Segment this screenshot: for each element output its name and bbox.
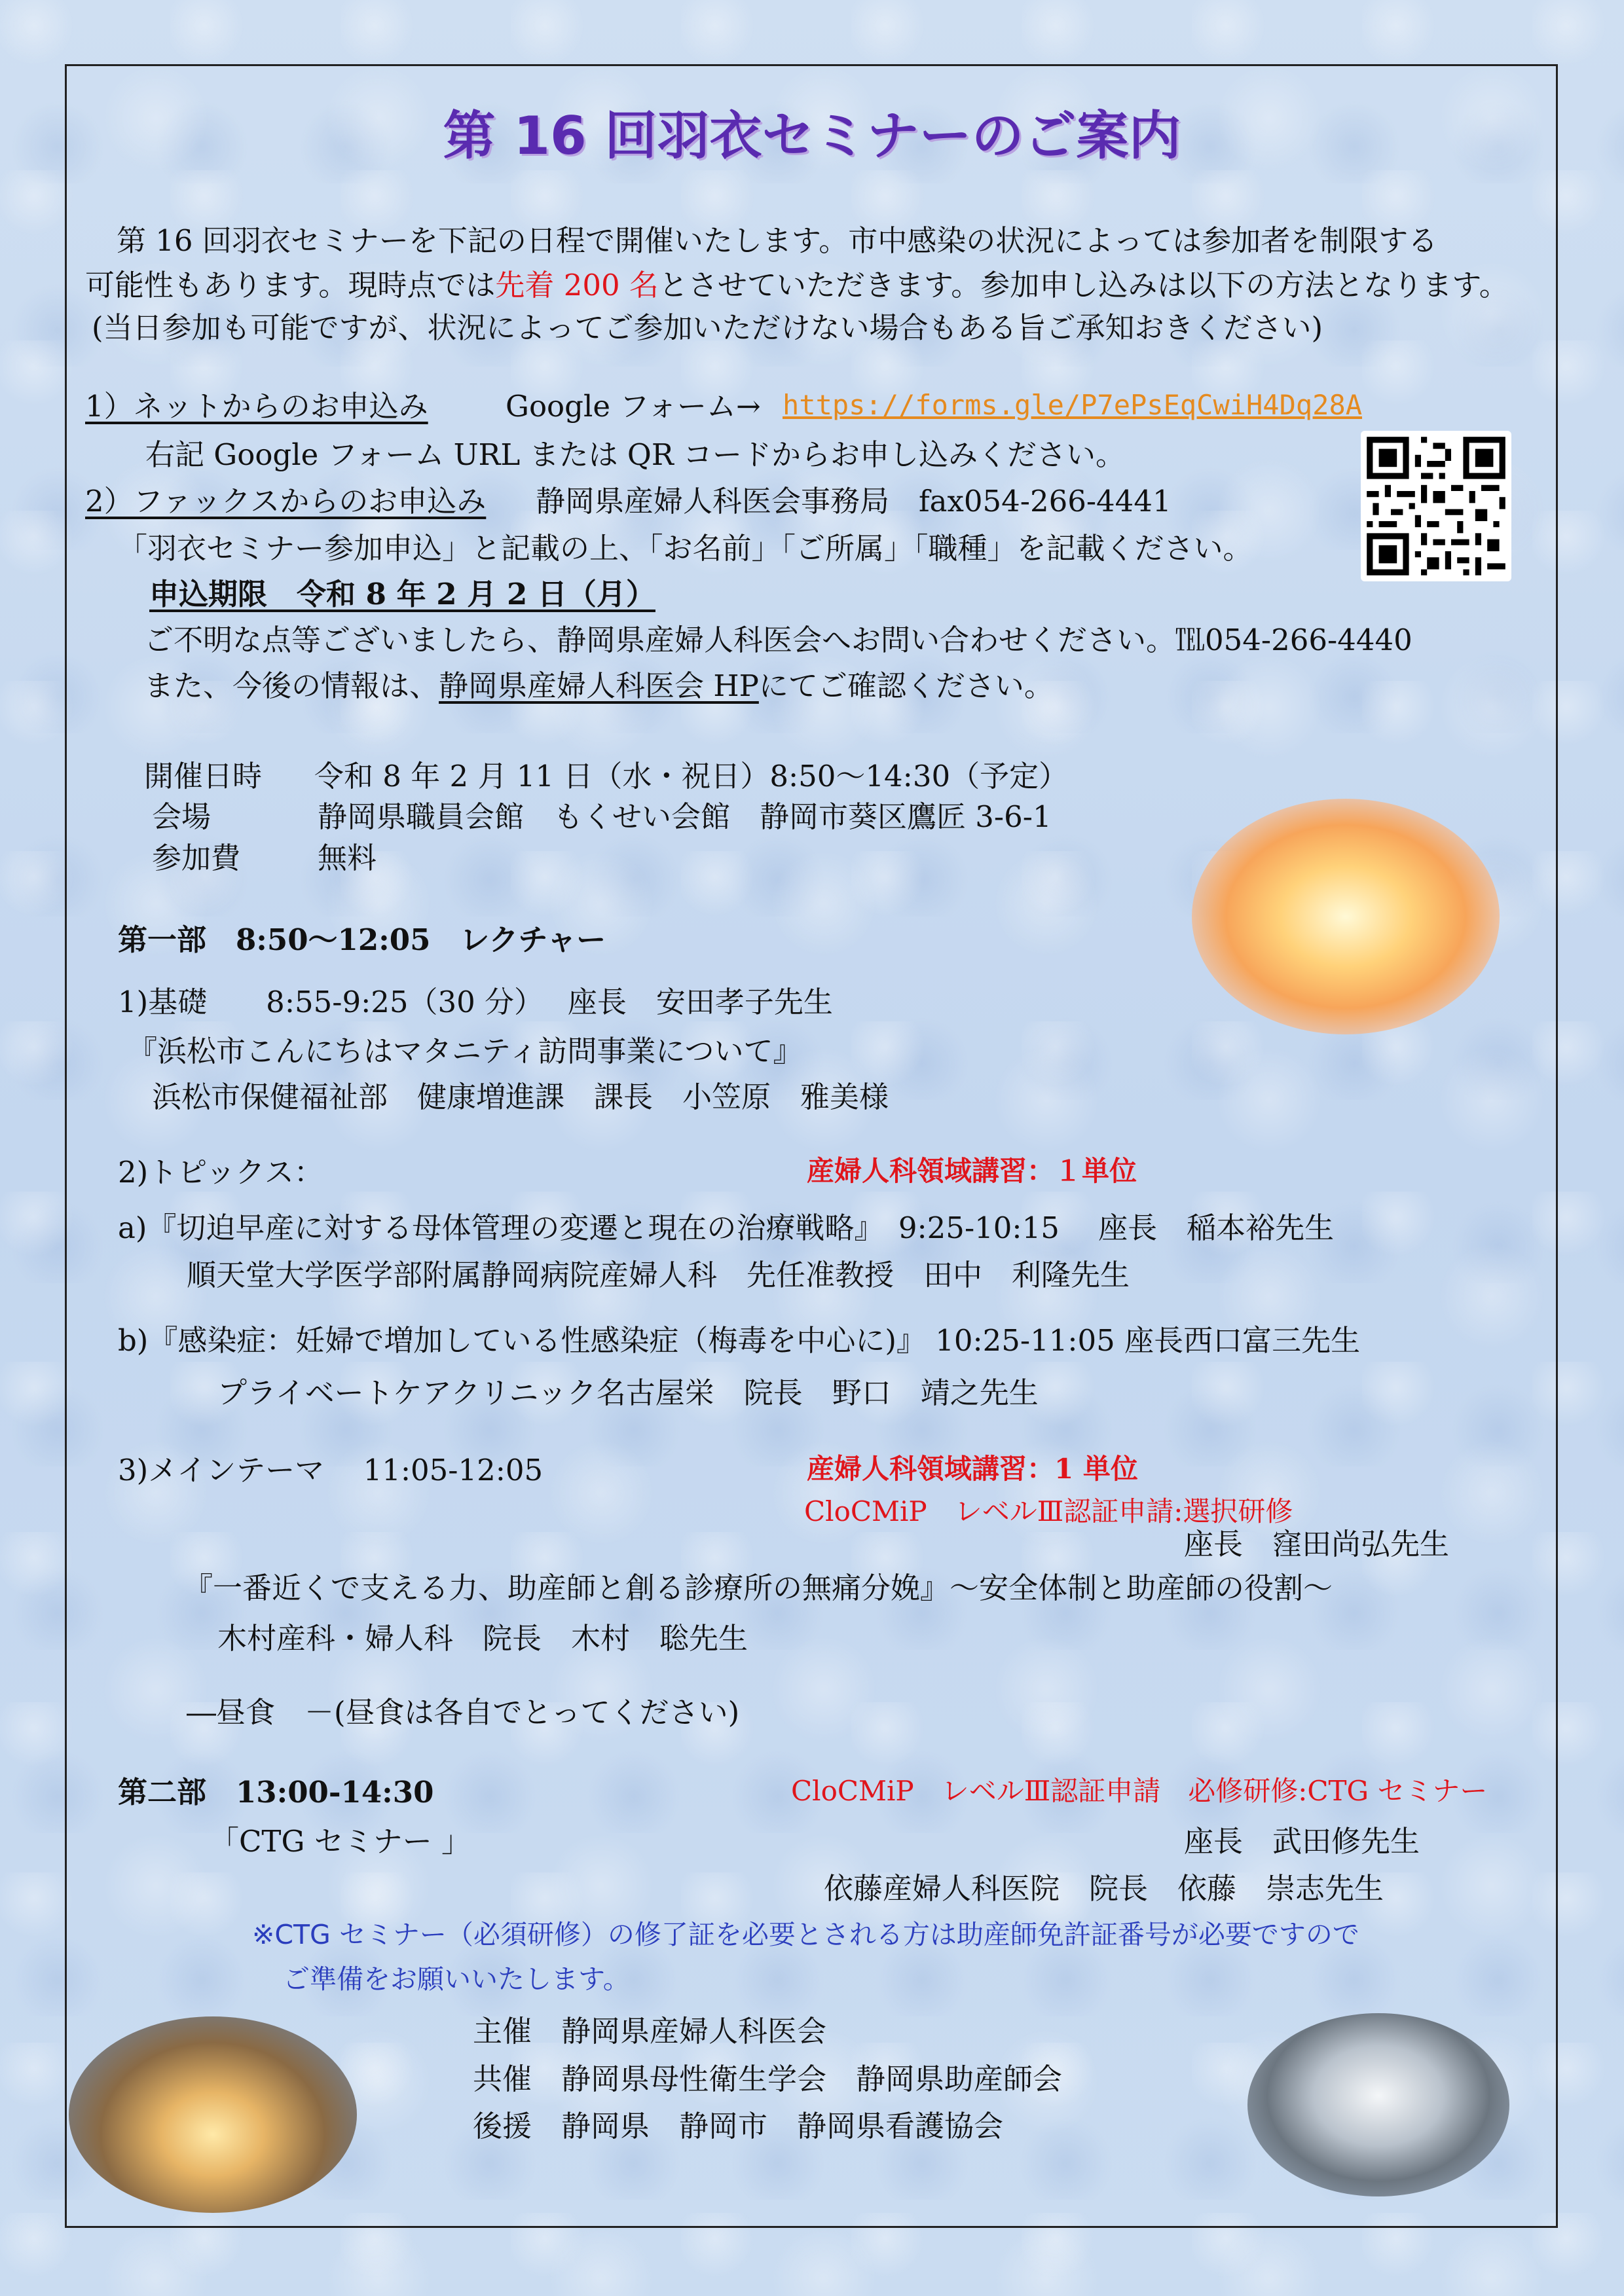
deadline: 申込期限 令和 8 年 2 月 2 日（月） [149, 577, 655, 611]
ctg-note-line-1: ※CTG セミナー（必須研修）の修了証を必要とされる方は助産師免許証番号が必要ですので [252, 1919, 1359, 1950]
fee: 無料 [318, 841, 377, 875]
google-form-link[interactable]: https://forms.gle/P7ePsEqCwiH4Dq28A [783, 389, 1363, 421]
organizer-host: 主催 静岡県産婦人科医会 [473, 2014, 827, 2049]
info-line: また、今後の情報は、静岡県産婦人科医会 HPにてご確認ください。 [144, 668, 1054, 703]
session1-title: 『浜松市こんにちはマタニティ訪問事業について』 [128, 1034, 803, 1068]
ctg-note-line-2: ご準備をお願いいたします。 [283, 1963, 630, 1995]
organizer-support: 後援 静岡県 静岡市 静岡県看護協会 [473, 2109, 1004, 2143]
venue-label: 会場 [152, 799, 212, 834]
session2a-line: a)『切迫早産に対する母体管理の変遷と現在の治療戦略』 9:25-10:15 座長 稲本裕先生 [118, 1211, 1335, 1245]
intro-line-2: 可能性もあります。現時点では先着 200 名とさせていただきます。参加申し込みは以下の方法となります。 [85, 268, 1509, 302]
date-label: 開催日時 [144, 759, 263, 793]
session2a-speaker: 順天堂大学医学部附属静岡病院産婦人科 先任准教授 田中 利隆先生 [187, 1258, 1130, 1292]
capacity-highlight: 先着 200 名 [495, 268, 659, 302]
part2-heading: 第二部 13:00-14:30 [118, 1775, 434, 1810]
event-date: 令和 8 年 2 月 11 日（水・祝日）8:50～14:30（予定） [314, 759, 1069, 793]
session3-clocmip: CloCMiP レベルⅢ認証申請:選択研修 [804, 1495, 1293, 1527]
fax-apply-heading: 2）ファックスからのお申込み [85, 484, 487, 519]
google-form-label: Google フォーム→ [506, 389, 761, 424]
session3-speaker: 木村産科・婦人科 院長 木村 聡先生 [217, 1621, 748, 1656]
part2-title: 「CTG セミナー 」 [210, 1824, 471, 1859]
inquiry: ご不明な点等ございましたら、静岡県産婦人科医会へお問い合わせください。℡054-266-4440 [144, 623, 1412, 657]
fee-label: 参加費 [152, 841, 241, 875]
lunch-break: ―昼食 －(昼食は各自でとってください) [187, 1695, 740, 1730]
beach-photo [1247, 2013, 1509, 2196]
session2b-speaker: プライベートケアクリニック名古屋栄 院長 野口 靖之先生 [217, 1376, 1039, 1410]
session3-line: 3)メインテーマ 11:05-12:05 [118, 1453, 544, 1487]
venue: 静岡県職員会館 もくせい会館 静岡市葵区鷹匠 3-6-1 [318, 799, 1052, 834]
page-title: 第 16 回羽衣セミナーのご案内 [443, 105, 1181, 166]
session1-speaker: 浜松市保健福祉部 健康増進課 課長 小笠原 雅美様 [152, 1080, 889, 1114]
intro-line-1: 第 16 回羽衣セミナーを下記の日程で開催いたします。市中感染の状況によっては参加者を制限する [117, 223, 1438, 258]
fax-note: 「羽衣セミナー参加申込」と記載の上、「お名前」「ご所属」「職種」を記載ください。 [118, 531, 1253, 566]
net-apply-note: 右記 Google フォーム URL または QR コードからお申し込みください。 [145, 437, 1126, 472]
fax-office: 静岡県産婦人科医会事務局 fax054-266-4441 [536, 484, 1172, 519]
session3-chair: 座長 窪田尚弘先生 [1184, 1527, 1450, 1561]
part2-chair: 座長 武田修先生 [1184, 1824, 1420, 1859]
part2-speaker: 依藤産婦人科医院 院長 依藤 崇志先生 [824, 1871, 1384, 1906]
session2-label: 2)トピックス： [118, 1155, 323, 1190]
session3-title: 『一番近くで支える力、助産師と創る診療所の無痛分娩』～安全体制と助産師の役割～ [183, 1571, 1333, 1605]
net-apply-heading: 1）ネットからのお申込み [85, 389, 428, 424]
part2-clocmip: CloCMiP レベルⅢ認証申請 必修研修:CTG セミナー [791, 1775, 1488, 1807]
sunset-photo [69, 2016, 357, 2213]
association-hp-link[interactable]: 静岡県産婦人科医会 HP [439, 668, 759, 703]
qr-code[interactable] [1361, 431, 1511, 581]
session2-credit: 産婦人科領域講習：１単位 [807, 1155, 1137, 1187]
session1-line: 1)基礎 8:55-9:25（30 分） 座長 安田孝子先生 [118, 985, 833, 1019]
session2b-line: b)『感染症：妊婦で増加している性感染症（梅毒を中心に)』 10:25-11:05 座長西口富三先生 [118, 1323, 1361, 1358]
tennyo-illustration [1192, 799, 1500, 1034]
organizer-cohost: 共催 静岡県母性衛生学会 静岡県助産師会 [473, 2062, 1063, 2096]
intro-line-3: (当日参加も可能ですが、状況によってご参加いただけない場合もある旨ご承知おきください) [92, 310, 1323, 345]
part1-heading: 第一部 8:50～12:05 レクチャー [118, 922, 606, 957]
session3-credit: 産婦人科領域講習：1 単位 [807, 1453, 1138, 1485]
